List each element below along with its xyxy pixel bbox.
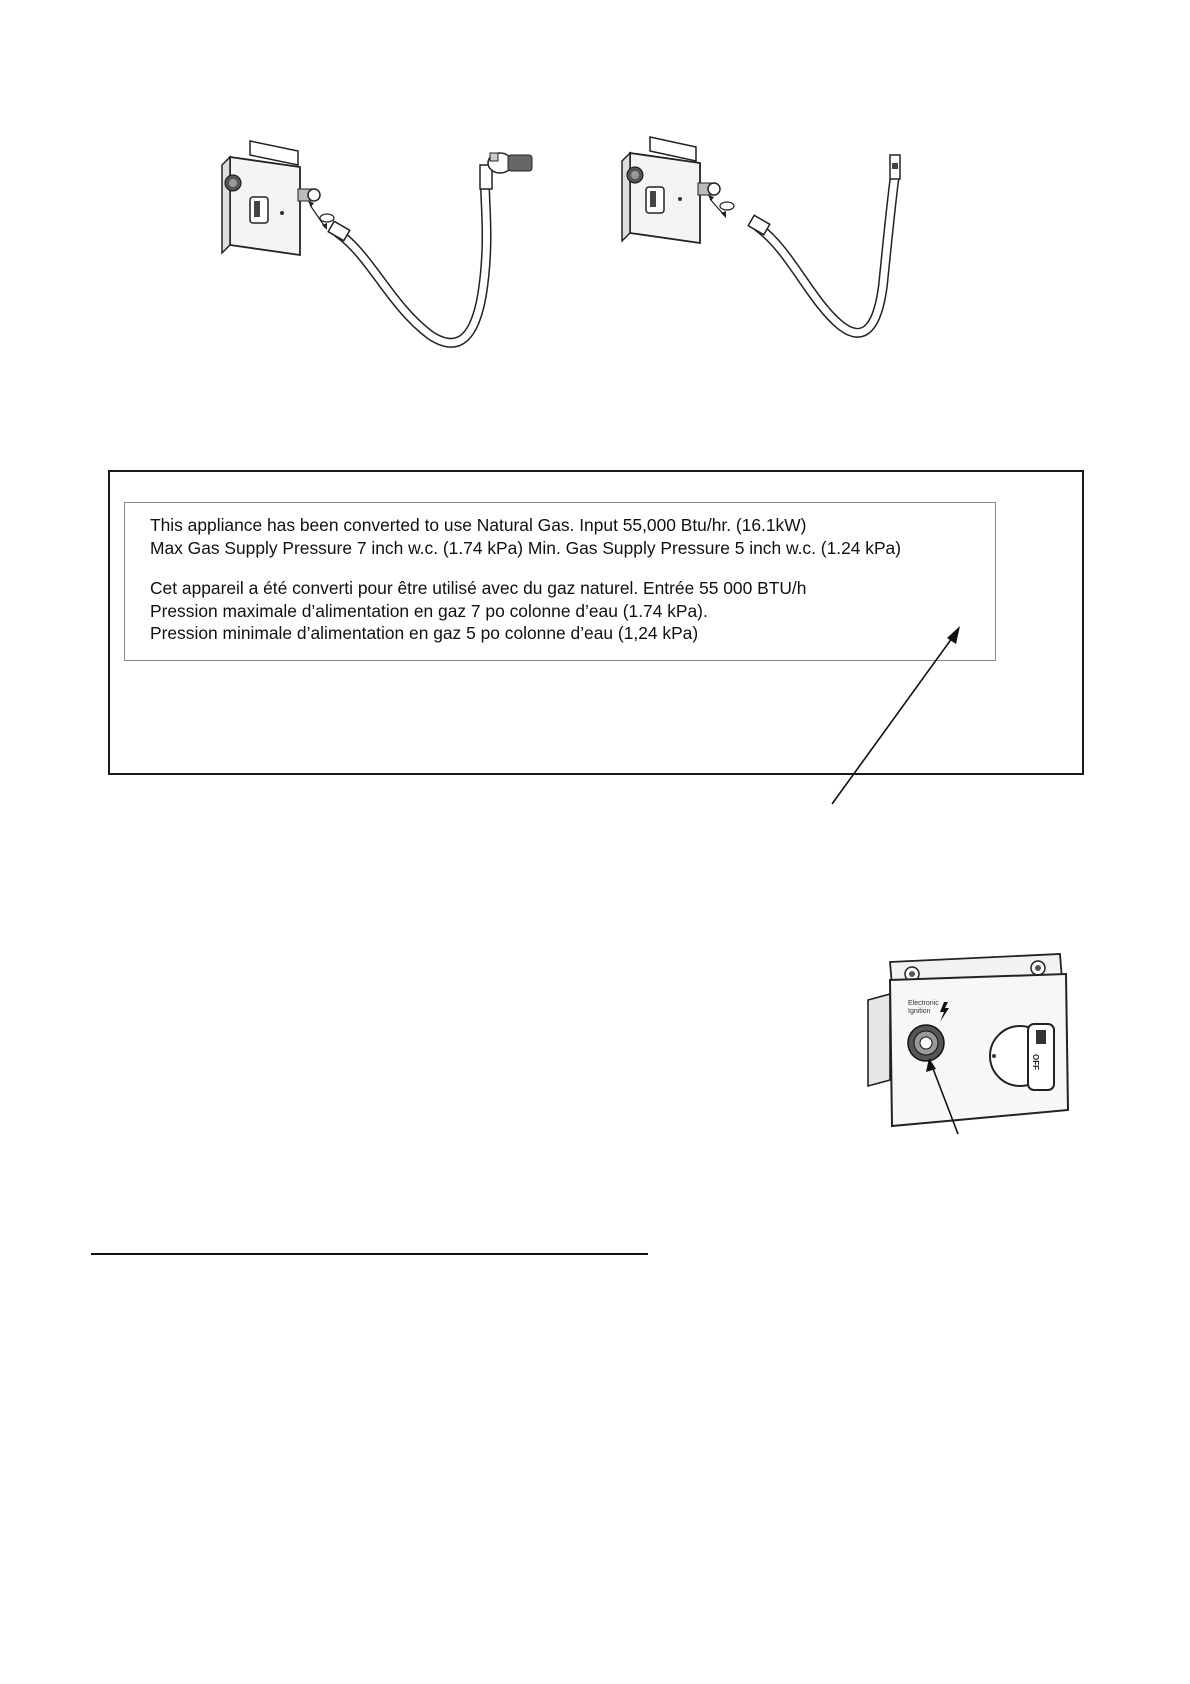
pointer-arrow-icon [820,620,970,810]
label-french-line-3: Pression minimale d’alimentation en gaz 5 po colonne d’eau (1,24 kPa) [150,623,699,644]
ignition-label-line-2: Ignition [908,1008,931,1015]
valve-hose-regulator-figure [200,135,560,375]
label-english-line-2: Max Gas Supply Pressure 7 inch w.c. (1.74 kPa) Min. Gas Supply Pressure 5 inch w.c. (1.24 kPa) [150,537,902,558]
gas-valve-icon [610,135,930,365]
label-french-line-2: Pression maximale d’alimentation en gaz 7 po colonne d’eau (1.74 kPa). [150,600,708,621]
rotate-arrow-icon [320,214,334,222]
knob-off-label: OFF [1031,1054,1040,1070]
ignition-label [908,1000,939,1016]
regulator-icon [480,153,532,189]
label-english-line-1: This appliance has been converted to use Natural Gas. Input 55,000 Btu/hr. (16.1kW) [150,515,807,535]
section-divider [91,1253,648,1255]
control-panel-icon [860,950,1080,1140]
rotate-arrow-icon [720,202,734,210]
valve-hose-figure [610,135,930,365]
gas-valve-icon [200,135,560,375]
control-panel-figure [860,950,1080,1140]
ignition-label-line-1: Electronic [908,1000,939,1007]
label-french-line-1: Cet appareil a été converti pour être utilisé avec du gaz naturel. Entrée 55 000 BTU/h [150,578,807,599]
